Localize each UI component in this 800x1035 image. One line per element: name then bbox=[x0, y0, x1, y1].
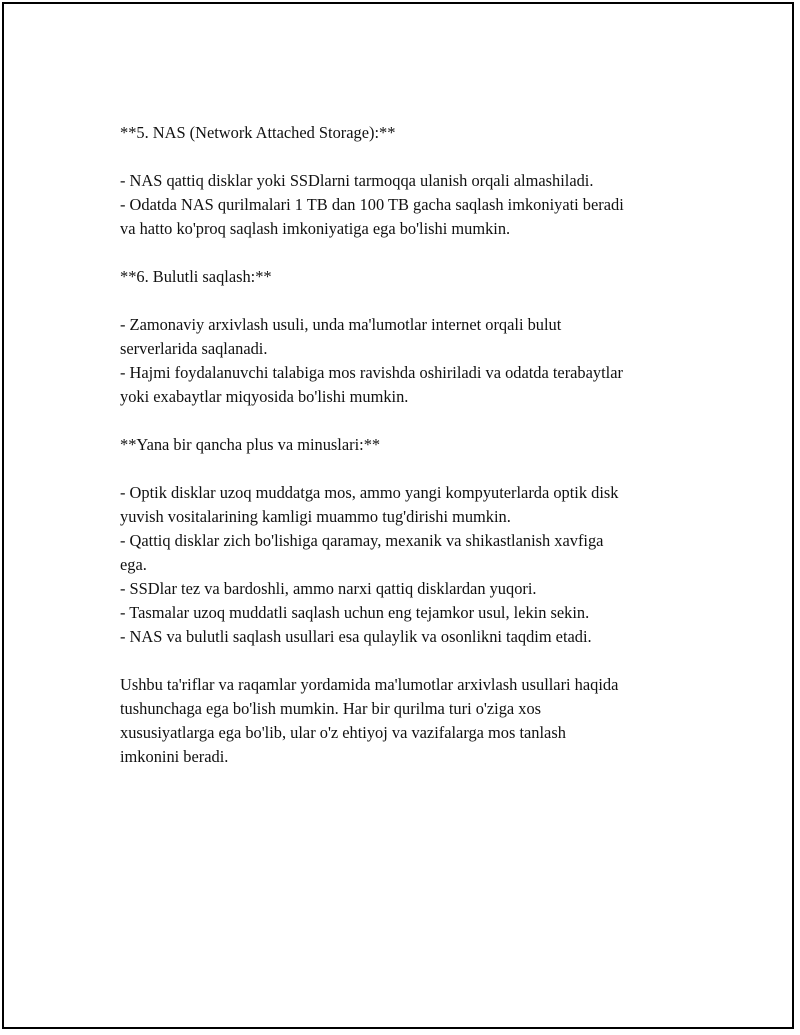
section-heading-pros-cons: **Yana bir qancha plus va minuslari:** bbox=[120, 435, 381, 454]
paragraph-gap bbox=[120, 457, 700, 481]
text-line: - Zamonaviy arxivlash usuli, unda ma'lumotlar internet orqali bulut bbox=[120, 315, 562, 334]
text-line: - Hajmi foydalanuvchi talabiga mos ravishda oshiriladi va odatda terabaytlar bbox=[120, 363, 623, 382]
paragraph-gap bbox=[120, 145, 700, 169]
text-line: ega. bbox=[120, 555, 147, 574]
conclusion-line: xususiyatlarga ega bo'lib, ular o'z ehtiyoj va vazifalarga mos tanlash bbox=[120, 723, 566, 742]
text-line: yuvish vositalarining kamligi muammo tug'dirishi mumkin. bbox=[120, 507, 511, 526]
text-line: - NAS va bulutli saqlash usullari esa qulaylik va osonlikni taqdim etadi. bbox=[120, 627, 592, 646]
text-line: yoki exabaytlar miqyosida bo'lishi mumkin. bbox=[120, 387, 409, 406]
document-page bbox=[2, 2, 794, 1029]
text-line: - Odatda NAS qurilmalari 1 TB dan 100 TB gacha saqlash imkoniyati beradi bbox=[120, 195, 624, 214]
section-heading-nas: **5. NAS (Network Attached Storage):** bbox=[120, 123, 396, 142]
text-line: serverlarida saqlanadi. bbox=[120, 339, 268, 358]
paragraph-gap bbox=[120, 289, 700, 313]
conclusion-line: imkonini beradi. bbox=[120, 747, 229, 766]
conclusion-line: tushunchaga ega bo'lish mumkin. Har bir qurilma turi o'ziga xos bbox=[120, 699, 542, 718]
section-heading-cloud: **6. Bulutli saqlash:** bbox=[120, 267, 272, 286]
text-line: - Optik disklar uzoq muddatga mos, ammo yangi kompyuterlarda optik disk bbox=[120, 483, 619, 502]
document-body bbox=[120, 121, 700, 769]
paragraph-gap bbox=[120, 241, 700, 265]
paragraph-gap bbox=[120, 649, 700, 673]
text-line: - Qattiq disklar zich bo'lishiga qaramay, mexanik va shikastlanish xavfiga bbox=[120, 531, 604, 550]
text-line: - SSDlar tez va bardoshli, ammo narxi qattiq disklardan yuqori. bbox=[120, 579, 537, 598]
text-line: va hatto ko'proq saqlash imkoniyatiga ega bo'lishi mumkin. bbox=[120, 219, 511, 238]
paragraph-gap bbox=[120, 409, 700, 433]
text-line: - NAS qattiq disklar yoki SSDlarni tarmoqqa ulanish orqali almashiladi. bbox=[120, 171, 594, 190]
conclusion-line: Ushbu ta'riflar va raqamlar yordamida ma'lumotlar arxivlash usullari haqida bbox=[120, 675, 619, 694]
text-line: - Tasmalar uzoq muddatli saqlash uchun eng tejamkor usul, lekin sekin. bbox=[120, 603, 590, 622]
